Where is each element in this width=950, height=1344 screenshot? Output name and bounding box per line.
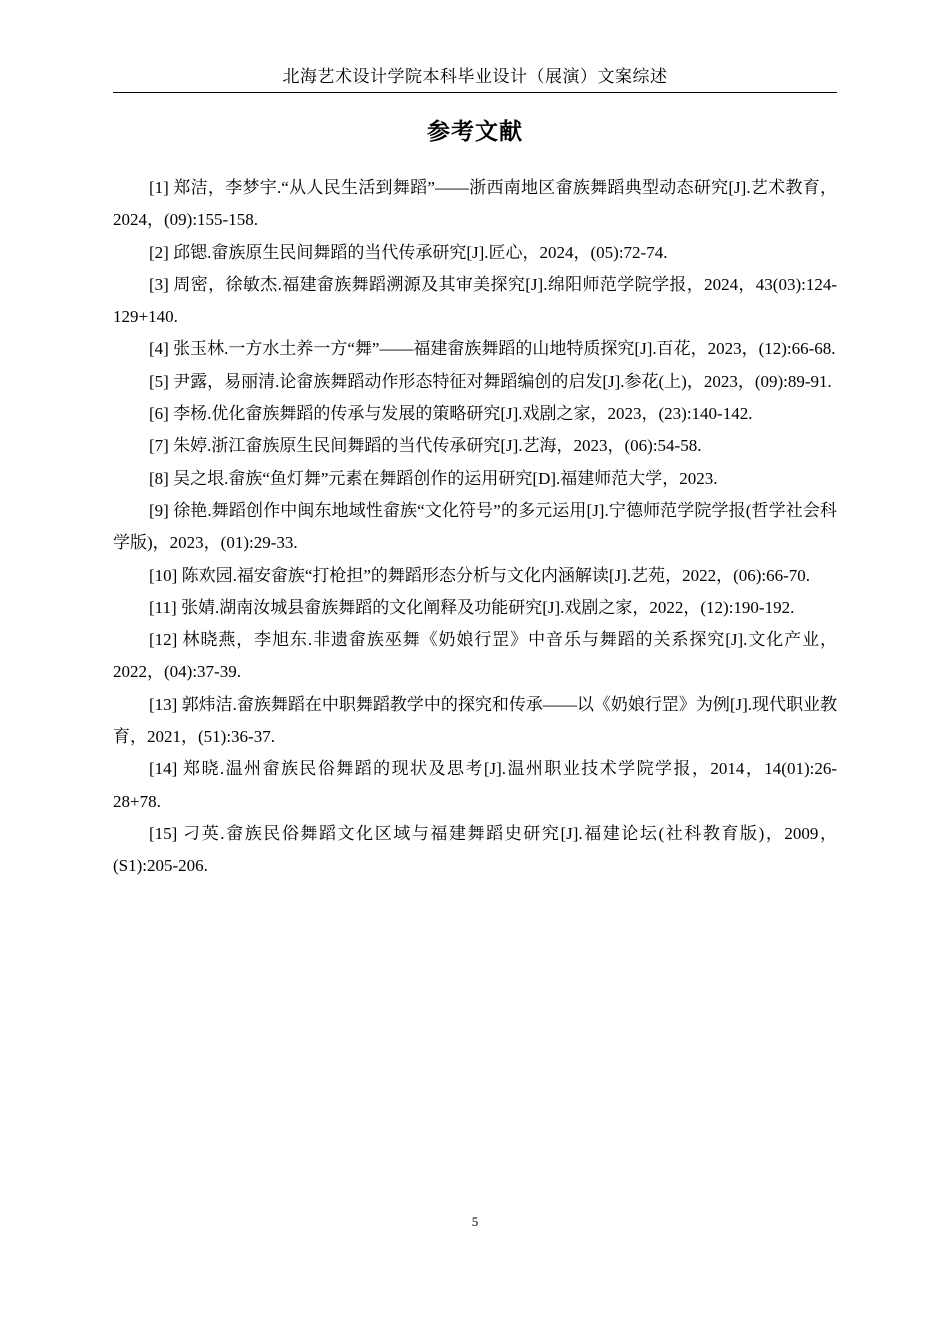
reference-item: [15] 刁英.畲族民俗舞蹈文化区域与福建舞蹈史研究[J].福建论坛(社科教育版)，2009，(S1):205-206. [113, 823, 837, 876]
reference-item: [4] 张玉林.一方水土养一方“舞”——福建畲族舞蹈的山地特质探究[J].百花，2023，(12):66-68. [149, 339, 836, 359]
reference-item: [2] 邱锶.畲族原生民间舞蹈的当代传承研究[J].匠心，2024，(05):72-74. [149, 242, 668, 262]
reference-item: [8] 吴之垠.畲族“鱼灯舞”元素在舞蹈创作的运用研究[D].福建师范大学，2023. [149, 468, 718, 488]
reference-item: [1] 郑洁，李梦宇.“从人民生活到舞蹈”——浙西南地区畲族舞蹈典型动态研究[J].艺术教育，2024，(09):155-158. [113, 178, 837, 230]
reference-item: [5] 尹露，易丽清.论畲族舞蹈动作形态特征对舞蹈编创的启发[J].参花(上)，2023，(09):89-91. [149, 371, 832, 391]
reference-item: [7] 朱婷.浙江畲族原生民间舞蹈的当代传承研究[J].艺海，2023，(06):54-58. [149, 436, 702, 456]
reference-list [113, 172, 837, 883]
header-text: 北海艺术设计学院本科毕业设计（展演）文案综述 [282, 67, 668, 86]
reference-item: [6] 李杨.优化畲族舞蹈的传承与发展的策略研究[J].戏剧之家，2023，(23):140-142. [149, 404, 753, 424]
page-title: 参考文献 [427, 119, 523, 145]
reference-item: [13] 郭炜洁.畲族舞蹈在中职舞蹈教学中的探究和传承——以《奶娘行罡》为例[J].现代职业教育，2021，(51):36-37. [113, 694, 838, 747]
reference-item: [12] 林晓燕，李旭东.非遗畲族巫舞《奶娘行罡》中音乐与舞蹈的关系探究[J].文化产业，2022，(04):37-39. [113, 630, 837, 682]
reference-item: [9] 徐艳.舞蹈创作中闽东地域性畲族“文化符号”的多元运用[J].宁德师范学院学报(哲学社会科学版)，2023，(01):29-33. [113, 500, 837, 553]
reference-item: [11] 张婧.湖南汝城县畲族舞蹈的文化阐释及功能研究[J].戏剧之家，2022，(12):190-192. [149, 597, 795, 617]
page-header [113, 66, 837, 93]
reference-item: [14] 郑晓.温州畲族民俗舞蹈的现状及思考[J].温州职业技术学院学报，2014，14(01):26-28+78. [113, 759, 837, 811]
reference-item: [10] 陈欢园.福安畲族“打枪担”的舞蹈形态分析与文化内涵解读[J].艺苑，2022，(06):66-70. [149, 565, 811, 585]
page-number: 5 [471, 1214, 479, 1229]
reference-item: [3] 周密，徐敏杰.福建畲族舞蹈溯源及其审美探究[J].绵阳师范学院学报，2024，43(03):124-129+140. [113, 274, 837, 327]
